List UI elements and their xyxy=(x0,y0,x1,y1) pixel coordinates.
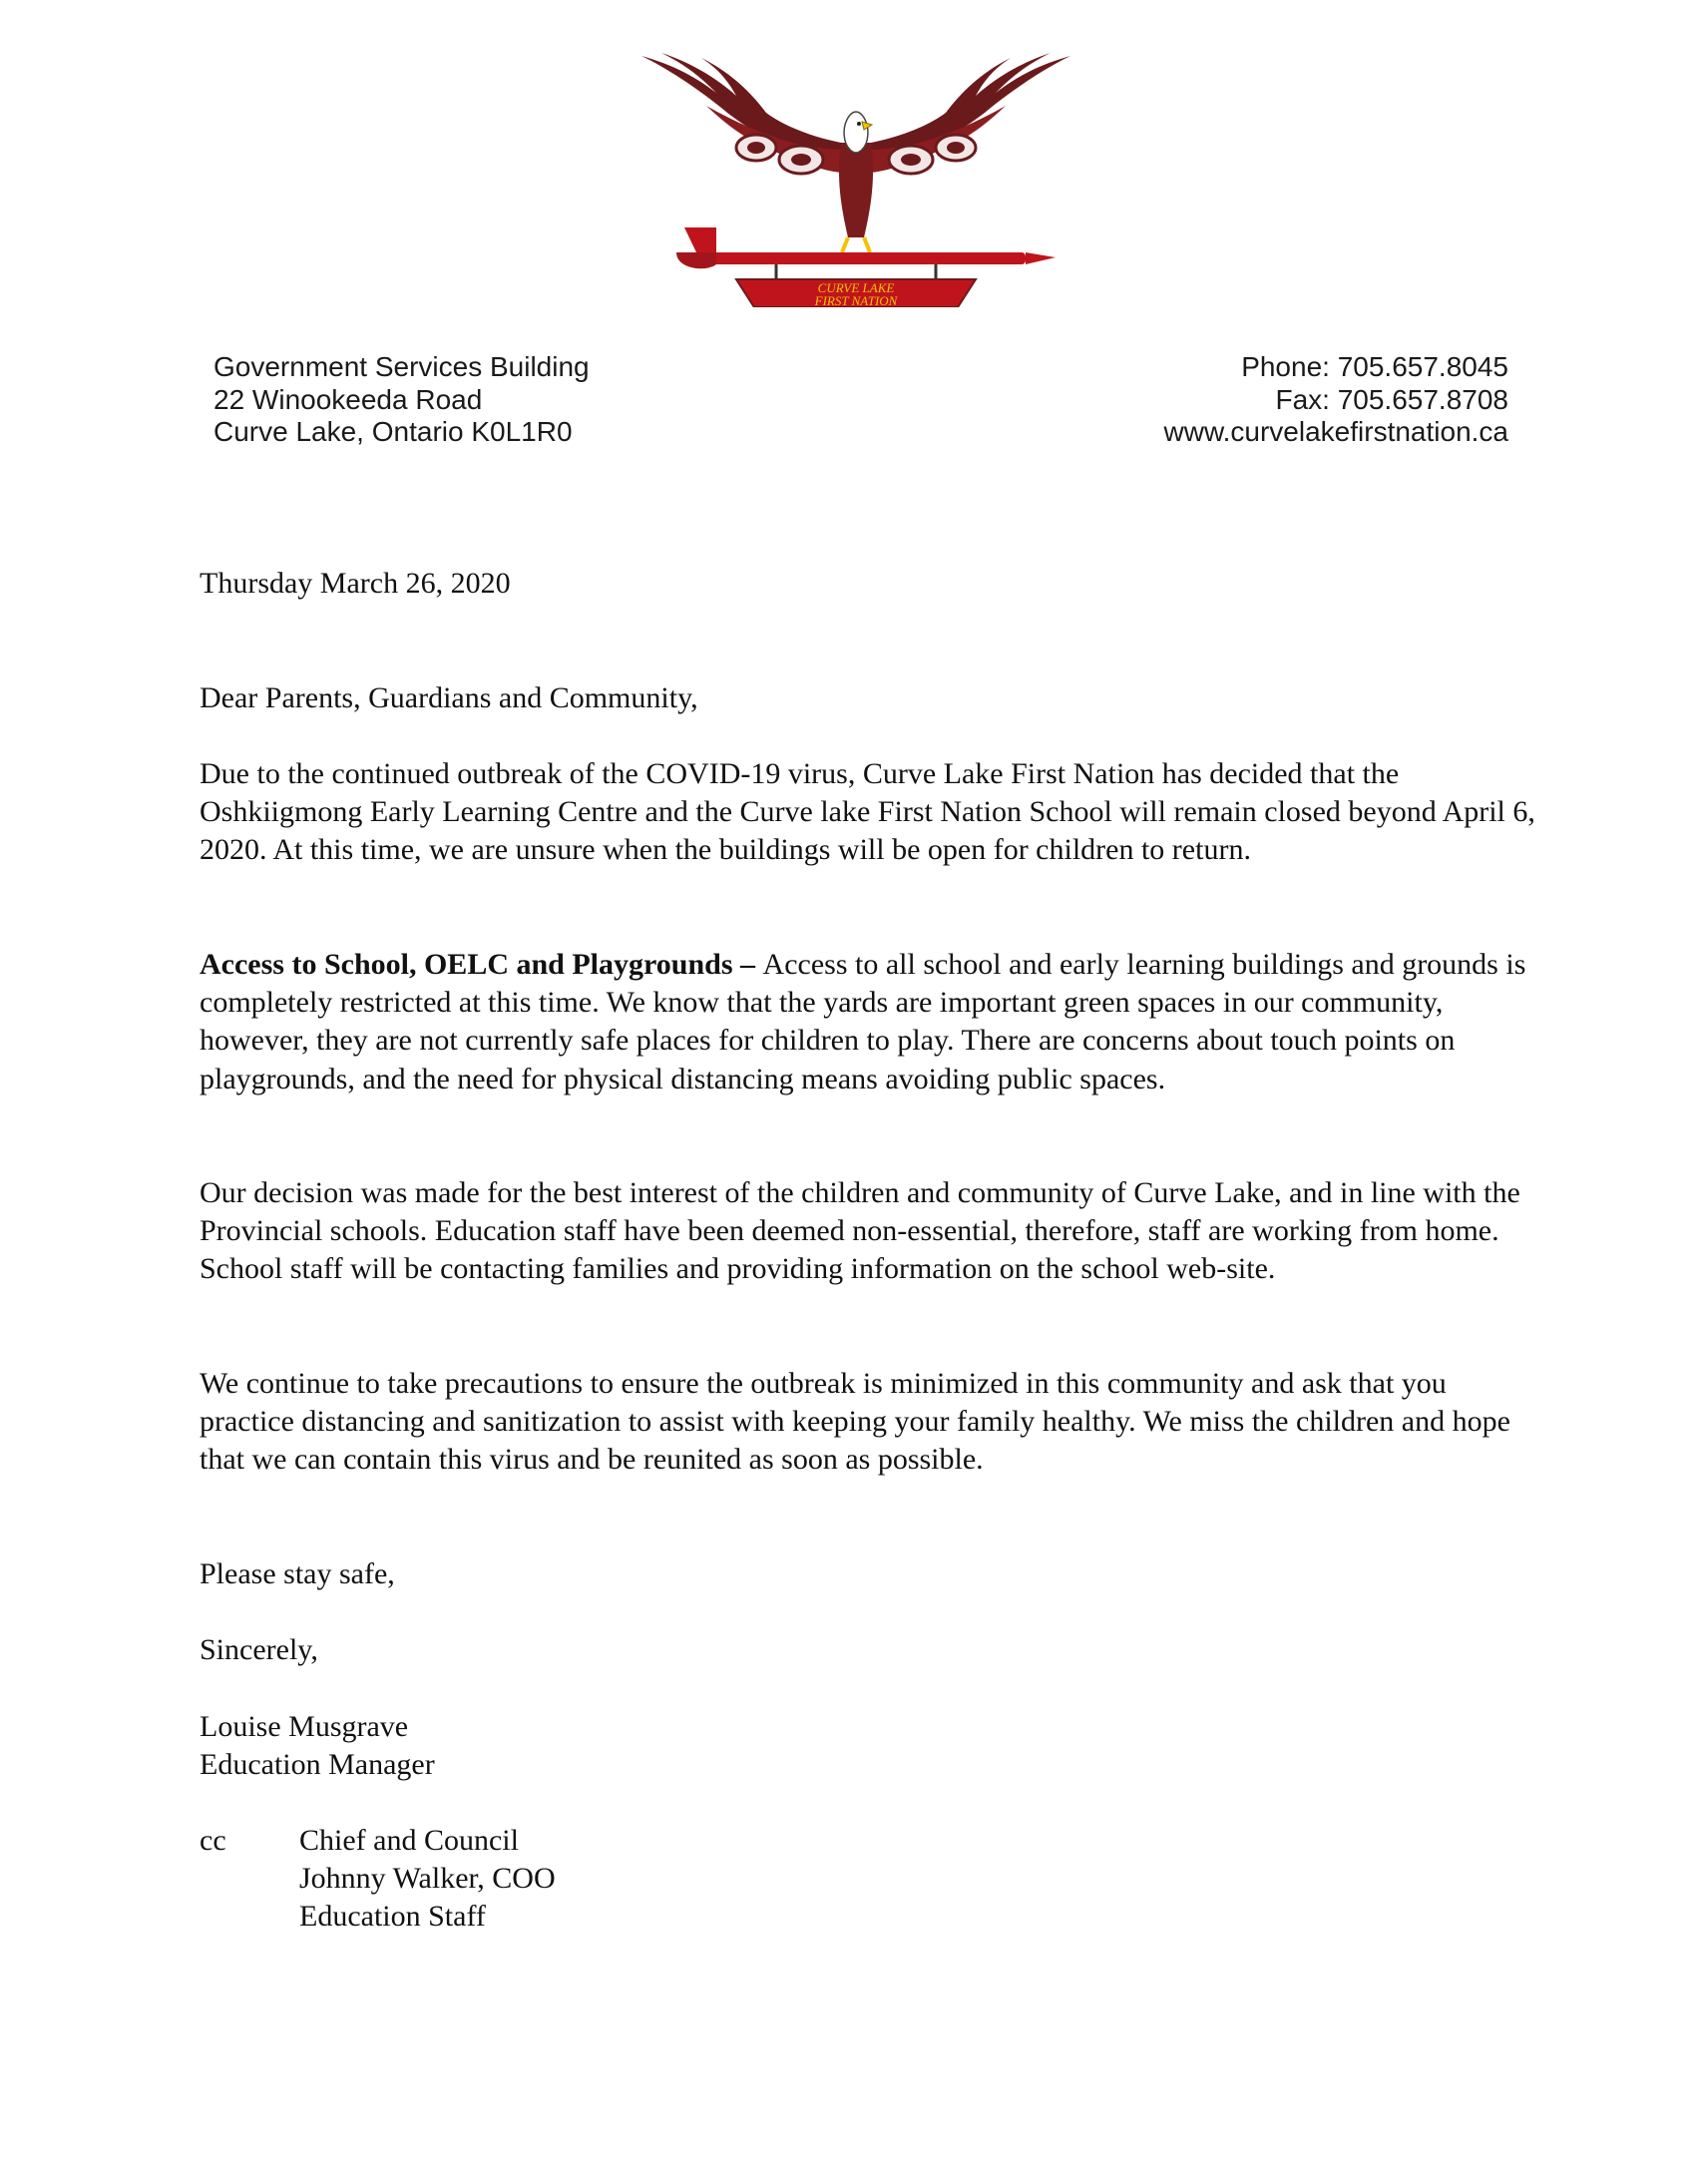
logo-text-line2: FIRST NATION xyxy=(814,293,898,307)
contact-website: www.curvelakefirstnation.ca xyxy=(1163,416,1508,447)
paragraph-access-restrictions xyxy=(200,946,1536,1098)
address-line-building: Government Services Building xyxy=(213,351,590,382)
eagle-body xyxy=(839,112,873,252)
contact-phone: Phone: 705.657.8045 xyxy=(1241,351,1508,382)
paragraph-precautions: We continue to take precautions to ensure the outbreak is minimized in this community and ask that you practice distancing and sanitization to assist with keeping your family healthy. We miss the children and hope that we can contain this virus and be reunited as soon as possible. xyxy=(200,1367,1510,1477)
address-line-city: Curve Lake, Ontario K0L1R0 xyxy=(213,416,573,447)
address-line-street: 22 Winookeeda Road xyxy=(213,383,483,415)
curve-lake-first-nation-logo xyxy=(636,48,1075,307)
cc-recipient: Chief and Council xyxy=(299,1824,519,1857)
pipe-icon xyxy=(676,227,1056,279)
closing-stay-safe: Please stay safe, xyxy=(200,1557,395,1590)
letter-salutation: Dear Parents, Guardians and Community, xyxy=(200,681,698,714)
cc-list xyxy=(299,1822,556,1937)
eagle-right-wing xyxy=(871,53,1070,174)
paragraph-closure-notice: Due to the continued outbreak of the COVID-19 virus, Curve Lake First Nation has decided that the Oshkiigmong Early Learning Centre and the Curve lake First Nation School will remain closed beyond April 6, 2020. At this time, we are unsure when the buildings will be open for children to return. xyxy=(200,757,1535,867)
access-body: Access to all school and early learning buildings and grounds is completely restricted at this time. We know that the yards are important green spaces in our community, however, they are not currently safe places for children to play. There are concerns about touch points on playgrounds, and the need for physical distancing means avoiding public spaces. xyxy=(200,948,1526,1095)
access-heading: Access to School, OELC and Playgrounds – xyxy=(200,948,763,981)
cc-recipient: Johnny Walker, COO xyxy=(299,1862,556,1896)
letter-date: Thursday March 26, 2020 xyxy=(200,567,511,600)
signature-block xyxy=(200,1708,1536,1784)
eagle-left-wing xyxy=(641,53,841,174)
signer-title: Education Manager xyxy=(200,1748,435,1782)
cc-label: cc xyxy=(200,1824,226,1857)
paragraph-decision: Our decision was made for the best interest of the children and community of Curve Lake, and in line with the Provincial schools. Education staff have been deemed non-essential, therefore, staff are working from home. School staff will be contacting families and providing information on the school web-site. xyxy=(200,1176,1520,1286)
logo-text-line1: CURVE LAKE xyxy=(817,280,895,295)
letterhead-address xyxy=(213,351,590,449)
signer-name: Louise Musgrave xyxy=(200,1710,409,1743)
name-banner xyxy=(736,279,976,307)
contact-fax: Fax: 705.657.8708 xyxy=(1275,383,1508,415)
cc-recipient: Education Staff xyxy=(299,1900,486,1934)
letterhead-contact xyxy=(1164,351,1508,449)
closing-sincerely: Sincerely, xyxy=(200,1633,318,1666)
